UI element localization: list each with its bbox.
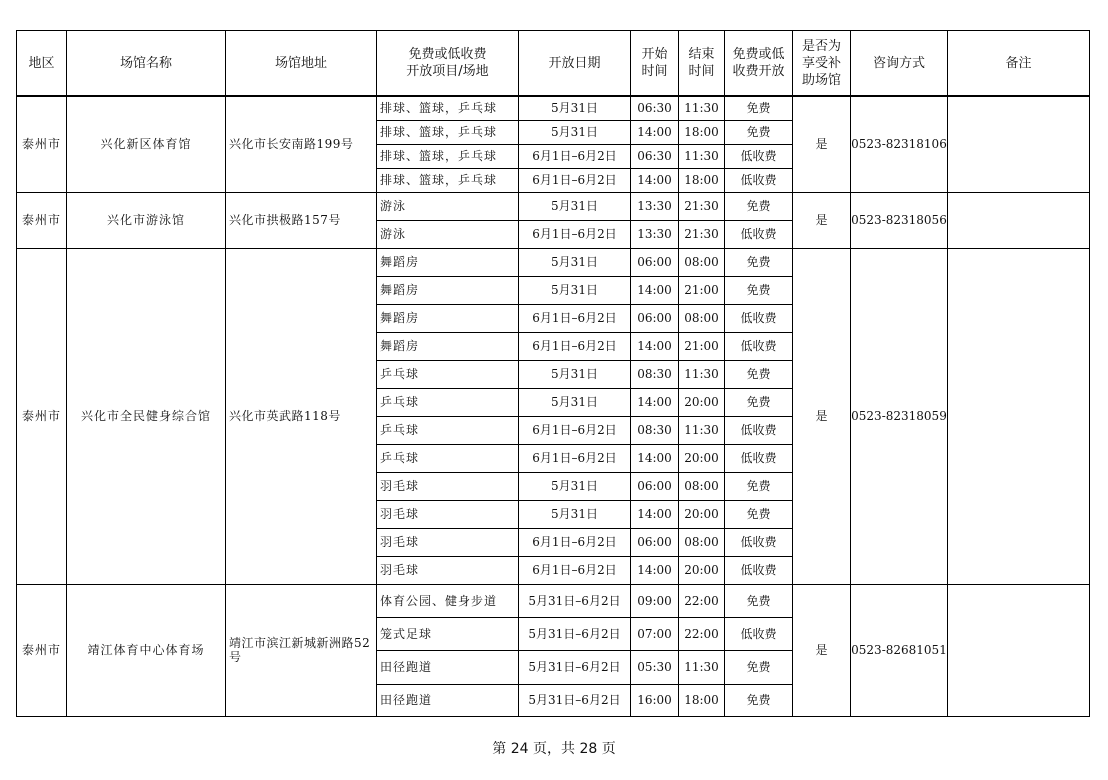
start-time-cell: 14:00	[631, 500, 679, 528]
header-contact: 咨询方式	[851, 31, 948, 97]
subsidy-cell: 是	[793, 584, 851, 716]
open-item-cell: 乒乓球	[377, 360, 519, 388]
end-time-cell: 21:30	[679, 192, 725, 220]
note-cell	[948, 584, 1090, 716]
open-item-cell: 排球、篮球，乒乓球	[377, 144, 519, 168]
open-date-cell: 6月1日–6月2日	[519, 528, 631, 556]
end-time-cell: 08:00	[679, 248, 725, 276]
end-time-cell: 20:00	[679, 500, 725, 528]
open-item-cell: 田径跑道	[377, 650, 519, 684]
open-date-cell: 6月1日–6月2日	[519, 416, 631, 444]
start-time-cell: 14:00	[631, 332, 679, 360]
start-time-cell: 14:00	[631, 444, 679, 472]
table-header	[17, 31, 1090, 97]
open-item-cell: 舞蹈房	[377, 276, 519, 304]
start-time-cell: 06:30	[631, 96, 679, 120]
open-item-cell: 游泳	[377, 220, 519, 248]
end-time-cell: 22:00	[679, 617, 725, 650]
header-end-time: 结束 时间	[679, 31, 725, 97]
open-item-cell: 舞蹈房	[377, 332, 519, 360]
end-time-cell: 20:00	[679, 388, 725, 416]
open-item-cell: 舞蹈房	[377, 248, 519, 276]
end-time-cell: 08:00	[679, 304, 725, 332]
open-item-cell: 体育公园、健身步道	[377, 584, 519, 617]
fee-type-cell: 低收费	[725, 332, 793, 360]
header-item: 免费或低收费 开放项目/场地	[377, 31, 519, 97]
start-time-cell: 06:00	[631, 472, 679, 500]
venue-address-cell: 兴化市长安南路199号	[226, 96, 377, 192]
open-item-cell: 乒乓球	[377, 444, 519, 472]
end-time-cell: 11:30	[679, 650, 725, 684]
end-time-cell: 08:00	[679, 528, 725, 556]
region-cell: 泰州市	[17, 248, 67, 584]
open-date-cell: 5月31日	[519, 388, 631, 416]
start-time-cell: 06:00	[631, 304, 679, 332]
header-note: 备注	[948, 31, 1090, 97]
venue-name-cell: 靖江体育中心体育场	[67, 584, 226, 716]
end-time-cell: 18:00	[679, 168, 725, 192]
fee-type-cell: 低收费	[725, 444, 793, 472]
venue-address-cell: 兴化市拱极路157号	[226, 192, 377, 248]
header-start-time: 开始 时间	[631, 31, 679, 97]
open-item-cell: 羽毛球	[377, 528, 519, 556]
start-time-cell: 14:00	[631, 276, 679, 304]
fee-type-cell: 低收费	[725, 556, 793, 584]
open-date-cell: 5月31日	[519, 192, 631, 220]
open-item-cell: 乒乓球	[377, 416, 519, 444]
start-time-cell: 13:30	[631, 192, 679, 220]
start-time-cell: 09:00	[631, 584, 679, 617]
open-date-cell: 5月31日	[519, 472, 631, 500]
subsidy-cell: 是	[793, 248, 851, 584]
start-time-cell: 06:00	[631, 528, 679, 556]
note-cell	[948, 192, 1090, 248]
open-item-cell: 排球、篮球，乒乓球	[377, 96, 519, 120]
start-time-cell: 13:30	[631, 220, 679, 248]
header-address: 场馆地址	[226, 31, 377, 97]
fee-type-cell: 免费	[725, 120, 793, 144]
end-time-cell: 22:00	[679, 584, 725, 617]
fee-type-cell: 免费	[725, 96, 793, 120]
fee-type-cell: 免费	[725, 248, 793, 276]
header-subsidy: 是否为 享受补 助场馆	[793, 31, 851, 97]
fee-type-cell: 免费	[725, 388, 793, 416]
open-date-cell: 5月31日	[519, 500, 631, 528]
header-region: 地区	[17, 31, 67, 97]
open-date-cell: 5月31日	[519, 276, 631, 304]
open-date-cell: 5月31日–6月2日	[519, 650, 631, 684]
start-time-cell: 07:00	[631, 617, 679, 650]
header-fee-type: 免费或低 收费开放	[725, 31, 793, 97]
subsidy-cell: 是	[793, 192, 851, 248]
end-time-cell: 11:30	[679, 360, 725, 388]
open-item-cell: 田径跑道	[377, 684, 519, 716]
fee-type-cell: 免费	[725, 684, 793, 716]
region-cell: 泰州市	[17, 192, 67, 248]
open-date-cell: 5月31日–6月2日	[519, 617, 631, 650]
open-item-cell: 笼式足球	[377, 617, 519, 650]
page-number: 第 24 页，共 28 页	[492, 741, 616, 757]
start-time-cell: 16:00	[631, 684, 679, 716]
end-time-cell: 11:30	[679, 96, 725, 120]
note-cell	[948, 96, 1090, 192]
end-time-cell: 20:00	[679, 556, 725, 584]
open-item-cell: 羽毛球	[377, 500, 519, 528]
open-date-cell: 6月1日–6月2日	[519, 144, 631, 168]
subsidy-cell: 是	[793, 96, 851, 192]
start-time-cell: 05:30	[631, 650, 679, 684]
open-date-cell: 6月1日–6月2日	[519, 556, 631, 584]
contact-cell: 0523-82318056	[851, 192, 948, 248]
open-date-cell: 5月31日	[519, 248, 631, 276]
fee-type-cell: 免费	[725, 192, 793, 220]
open-date-cell: 5月31日	[519, 120, 631, 144]
fee-type-cell: 免费	[725, 584, 793, 617]
fee-type-cell: 免费	[725, 276, 793, 304]
fee-type-cell: 低收费	[725, 528, 793, 556]
note-cell	[948, 248, 1090, 584]
end-time-cell: 20:00	[679, 444, 725, 472]
venue-name-cell: 兴化新区体育馆	[67, 96, 226, 192]
venue-name-cell: 兴化市全民健身综合馆	[67, 248, 226, 584]
region-cell: 泰州市	[17, 96, 67, 192]
end-time-cell: 11:30	[679, 416, 725, 444]
fee-type-cell: 免费	[725, 360, 793, 388]
end-time-cell: 21:00	[679, 276, 725, 304]
contact-cell: 0523-82318106	[851, 96, 948, 192]
fee-type-cell: 免费	[725, 472, 793, 500]
header-row	[17, 31, 1090, 97]
open-date-cell: 5月31日–6月2日	[519, 584, 631, 617]
end-time-cell: 21:00	[679, 332, 725, 360]
venue-name-cell: 兴化市游泳馆	[67, 192, 226, 248]
open-date-cell: 5月31日–6月2日	[519, 684, 631, 716]
start-time-cell: 14:00	[631, 120, 679, 144]
open-date-cell: 6月1日–6月2日	[519, 220, 631, 248]
end-time-cell: 18:00	[679, 120, 725, 144]
fee-type-cell: 免费	[725, 500, 793, 528]
fee-type-cell: 低收费	[725, 168, 793, 192]
contact-cell: 0523-82318059	[851, 248, 948, 584]
start-time-cell: 06:00	[631, 248, 679, 276]
region-cell: 泰州市	[17, 584, 67, 716]
table-row	[17, 248, 1090, 276]
table-row	[17, 584, 1090, 617]
open-date-cell: 5月31日	[519, 360, 631, 388]
start-time-cell: 14:00	[631, 168, 679, 192]
header-date: 开放日期	[519, 31, 631, 97]
fee-type-cell: 低收费	[725, 144, 793, 168]
open-item-cell: 排球、篮球，乒乓球	[377, 168, 519, 192]
open-item-cell: 舞蹈房	[377, 304, 519, 332]
table-row	[17, 192, 1090, 220]
open-item-cell: 乒乓球	[377, 388, 519, 416]
fee-type-cell: 低收费	[725, 416, 793, 444]
open-date-cell: 5月31日	[519, 96, 631, 120]
venue-address-cell: 兴化市英武路118号	[226, 248, 377, 584]
end-time-cell: 08:00	[679, 472, 725, 500]
start-time-cell: 14:00	[631, 388, 679, 416]
open-date-cell: 6月1日–6月2日	[519, 168, 631, 192]
open-item-cell: 游泳	[377, 192, 519, 220]
open-date-cell: 6月1日–6月2日	[519, 304, 631, 332]
end-time-cell: 18:00	[679, 684, 725, 716]
header-venue: 场馆名称	[67, 31, 226, 97]
end-time-cell: 21:30	[679, 220, 725, 248]
table-row	[17, 96, 1090, 120]
fee-type-cell: 免费	[725, 650, 793, 684]
venue-table	[16, 30, 1090, 717]
open-date-cell: 6月1日–6月2日	[519, 444, 631, 472]
start-time-cell: 06:30	[631, 144, 679, 168]
fee-type-cell: 低收费	[725, 617, 793, 650]
end-time-cell: 11:30	[679, 144, 725, 168]
open-item-cell: 排球、篮球，乒乓球	[377, 120, 519, 144]
open-item-cell: 羽毛球	[377, 556, 519, 584]
start-time-cell: 08:30	[631, 360, 679, 388]
venue-address-cell: 靖江市滨江新城新洲路52号	[226, 584, 377, 716]
open-item-cell: 羽毛球	[377, 472, 519, 500]
start-time-cell: 14:00	[631, 556, 679, 584]
start-time-cell: 08:30	[631, 416, 679, 444]
fee-type-cell: 低收费	[725, 304, 793, 332]
table-body	[17, 96, 1090, 716]
fee-type-cell: 低收费	[725, 220, 793, 248]
open-date-cell: 6月1日–6月2日	[519, 332, 631, 360]
contact-cell: 0523-82681051	[851, 584, 948, 716]
